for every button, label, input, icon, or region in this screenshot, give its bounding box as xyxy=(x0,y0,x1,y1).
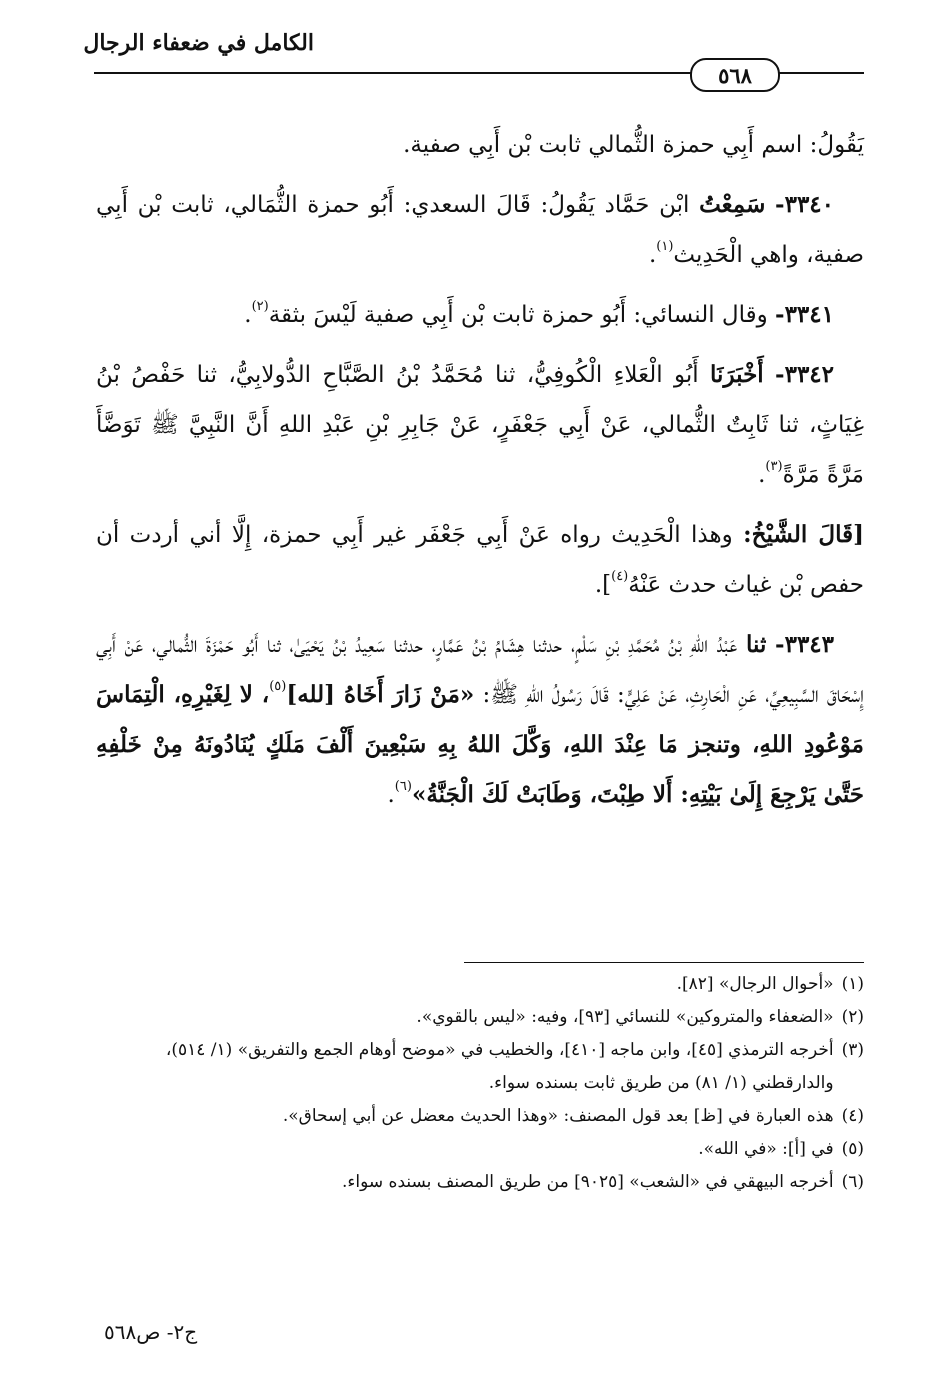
page-number-badge: ٥٦٨ xyxy=(690,58,780,92)
footnote-item xyxy=(96,1001,864,1034)
footnote-number: (٣) xyxy=(841,1040,864,1060)
footnote-marker: (١) xyxy=(656,239,674,255)
paragraph-end: . xyxy=(387,782,395,808)
paragraph xyxy=(96,290,864,340)
footnote-number: (٢) xyxy=(841,1007,864,1027)
footnote-number: (٤) xyxy=(841,1106,864,1126)
footnote-marker: (٢) xyxy=(251,299,269,315)
book-title: الكامل في ضعفاء الرجال xyxy=(83,30,314,56)
paragraph-end: . xyxy=(758,462,766,488)
footnote-item xyxy=(96,968,864,1001)
paragraph-text: أَبُو الْعَلاءِ الْكُوفِيُّ، ثنا مُحَمَّدُ بْنُ الصَّبَّاحِ الدُّولابِيُّ، ثنا حَفْصُ بْنُ غِيَاثٍ، ثنا ثَابِتٌ الثُّمالي، عَنْ أَبِي جَعْفَرٍ، عَنْ جَابِرِ بْنِ عَبْدِ اللهِ أَنَّ النَّبِيَّ ﷺ تَوَضَّأَ مَرَّةً مَرَّةً xyxy=(96,362,864,488)
footnote-item xyxy=(96,1133,864,1166)
paragraph xyxy=(96,180,864,280)
paragraph-end: . xyxy=(244,302,252,328)
paragraph xyxy=(96,510,864,610)
lead-word: [قَالَ الشَّيْخُ: xyxy=(743,521,865,548)
lead-word: ثنا xyxy=(746,631,767,658)
footnote-text: في [أ]: «في الله». xyxy=(698,1139,834,1159)
hadith-number: ٣٣٤٢- xyxy=(775,361,835,388)
hadith-quote: «مَنْ زَارَ أَخَاهُ [لله] xyxy=(286,681,475,708)
hadith-number: ٣٣٤٣- xyxy=(775,631,835,658)
footnote-number: (٦) xyxy=(841,1172,864,1192)
paragraph-text: ابْن حَمَّاد يَقُولُ: قَالَ السعدي: أَبُو حمزة الثُّمَالي، ثابت بْن أَبِي صفية، واهي الْحَدِيث xyxy=(96,192,864,268)
footnote-marker: (٥) xyxy=(269,679,287,695)
paragraph-text: عَبْدُ اللهِ بْنُ مُحَمَّدِ بْنِ سَلْمٍ، حدثنا هِشَامُ بْنُ عَمَّارٍ، حدثنا سَعِيدُ بْنُ يَحْيَىٰ، ثنا أَبُو حَمْزَةَ الثُّمالي، عَنْ أَبِي إِسْحَاقَ السَّبِيعِيِّ، عَنِ الْحَارِثِ، عَنْ عَلِيٍّ: قَالَ رَسُولُ اللهِ ﷺ: xyxy=(96,632,864,708)
footnote-item xyxy=(96,1034,864,1100)
footnote-marker: (٤) xyxy=(611,569,629,585)
footnote-text: أخرجه الترمذي [٤٥]، وابن ماجه [٤١٠]، والخطيب في «موضح أوهام الجمع والتفريق» (١/ ٥١٤)، والدارقطني (١/ ٨١) من طريق ثابت بسنده سواء. xyxy=(165,1040,834,1093)
footnote-text: «أحوال الرجال» [٨٢]. xyxy=(676,974,834,994)
paragraph-end: . xyxy=(648,242,657,268)
hadith-number: ٣٣٤١- xyxy=(775,301,834,328)
footnote-marker: (٣) xyxy=(765,459,783,475)
paragraph xyxy=(96,620,864,820)
paragraph-text: يَقُولُ: اسم أَبِي حمزة الثُّمالي ثابت بْن أَبِي صفية. xyxy=(403,132,864,158)
paragraph-text: وقال النسائي: أَبُو حمزة ثابت بْن أَبِي صفية لَيْسَ بثقة xyxy=(268,302,768,328)
footnotes xyxy=(96,968,864,1199)
footnote-item xyxy=(96,1100,864,1133)
paragraph-text: وهذا الْحَدِيث رواه عَنْ أَبِي جَعْفَر غير أَبِي حمزة، إِلَّا أني أردت أن حفص بْن غياث حدث عَنْهُ xyxy=(96,522,864,598)
footnote-separator xyxy=(464,962,864,963)
hadith-quote-continued: ، لا لِغَيْرِهِ، الْتِمَاسَ مَوْعُودِ اللهِ، وتنجز مَا عِنْدَ اللهِ، وَكَّلَ اللهُ بِهِ سَبْعِينَ أَلْفَ مَلَكٍ يُنَادُونَهُ مِنْ خَلْفِهِ حَتَّىٰ يَرْجِعَ إِلَىٰ بَيْتِهِ: أَلا طِبْتَ، وَطَابَتْ لَكَ الْجَنَّةُ» xyxy=(96,681,864,808)
lead-word: سَمِعْتُ xyxy=(699,191,766,218)
volume-page-reference: ج٢- ص٥٦٨ xyxy=(104,1320,198,1344)
footnote-number: (٥) xyxy=(841,1139,864,1159)
lead-word: أَخْبَرَنَا xyxy=(710,361,764,388)
footnote-number: (١) xyxy=(841,974,864,994)
paragraph xyxy=(96,350,864,500)
footnote-text: أخرجه البيهقي في «الشعب» [٩٠٢٥] من طريق المصنف بسنده سواء. xyxy=(342,1172,834,1192)
paragraph-end: ]. xyxy=(594,572,612,598)
footnote-text: «الضعفاء والمتروكين» للنسائي [٩٣]، وفيه: «ليس بالقوي». xyxy=(416,1007,834,1027)
paragraph xyxy=(96,120,864,170)
footnote-item xyxy=(96,1166,864,1199)
hadith-number: ٣٣٤٠- xyxy=(775,191,835,218)
footnote-marker: (٦) xyxy=(394,779,412,795)
main-text xyxy=(96,120,864,830)
footnote-text: هذه العبارة في [ظ] بعد قول المصنف: «وهذا الحديث معضل عن أبي إسحاق». xyxy=(282,1106,834,1126)
